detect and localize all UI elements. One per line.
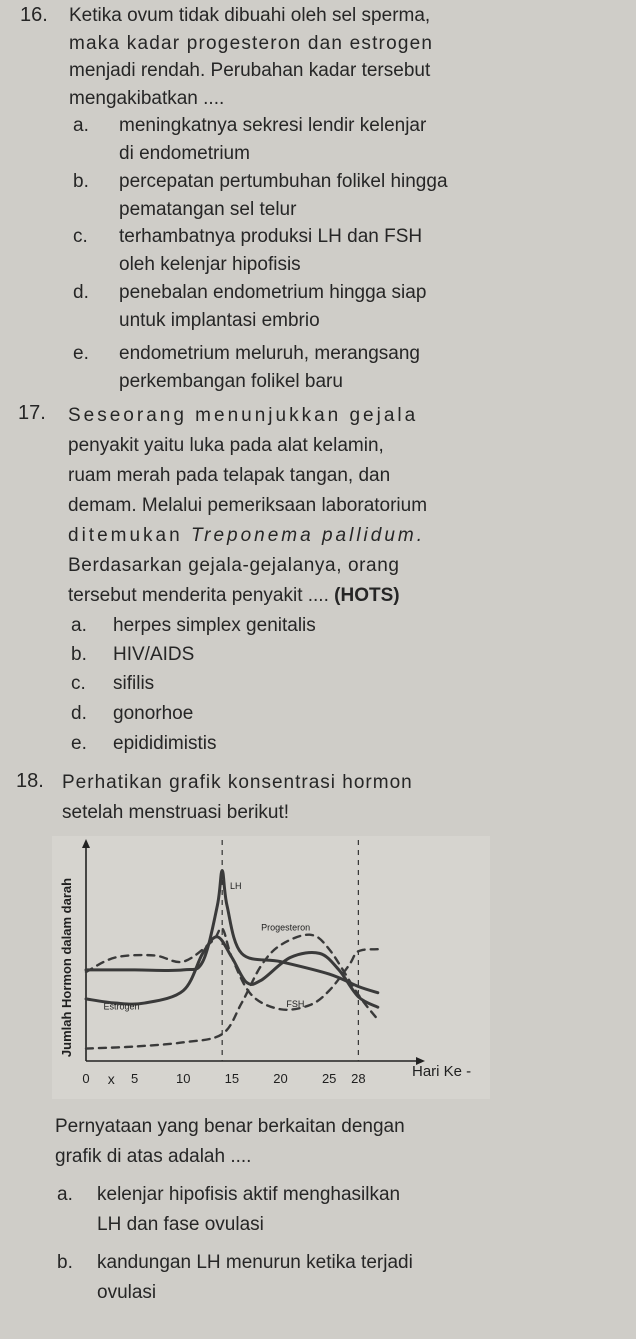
q16-stem-line: menjadi rendah. Perubahan kadar tersebut [69, 60, 431, 81]
q18-stem-line: Perhatikan grafik konsentrasi hormon [62, 772, 413, 793]
x-tick-label: 10 [176, 1071, 191, 1086]
q18-prompt-line: grafik di atas adalah .... [55, 1146, 252, 1167]
series-line-estrogen [86, 937, 378, 1010]
option-text: epididimistis [113, 733, 217, 754]
x-tick-marker: x [107, 1071, 115, 1087]
q16-number: 16. [20, 4, 48, 26]
q16-stem-line: Ketika ovum tidak dibuahi oleh sel sperma, [69, 5, 431, 26]
series-label-progesteron: Progesteron [261, 922, 311, 933]
q17-hots-tag: (HOTS) [334, 585, 400, 606]
option-text: untuk implantasi embrio [119, 309, 320, 331]
series-line-progesteron [86, 935, 378, 1049]
chart-ticks [82, 1071, 365, 1087]
q18-stem [62, 768, 542, 828]
y-axis-arrow [82, 839, 90, 848]
q16-stem-line: mengakibatkan .... [69, 87, 225, 109]
option-letter: d. [73, 282, 89, 303]
q17-stem-line: Seseorang menunjukkan gejala [68, 405, 419, 426]
option-text: di endometrium [119, 142, 250, 164]
option-text: LH dan fase ovulasi [97, 1214, 264, 1235]
series-label-lh: LH [229, 881, 242, 892]
q17-number: 17. [18, 402, 46, 424]
option-text: ovulasi [97, 1282, 157, 1303]
hormone-chart [52, 836, 490, 1099]
q17-stem-line: ruam merah pada telapak tangan, dan [68, 465, 391, 486]
series-label-estrogen: Estrogen [103, 1001, 140, 1012]
option-text: kelenjar hipofisis aktif menghasilkan [97, 1184, 401, 1205]
q17-stem-line [68, 521, 534, 551]
q18-prompt [55, 1112, 555, 1172]
x-axis-label: Hari Ke - [412, 1063, 472, 1080]
x-tick-label: 5 [131, 1071, 139, 1086]
option-text: penebalan endometrium hingga siap [119, 282, 427, 303]
option-text: endometrium meluruh, merangsang [119, 343, 420, 364]
x-tick-label: 15 [224, 1071, 240, 1086]
q17-stem [68, 401, 534, 611]
q17-stem-line: demam. Melalui pemeriksaan laboratorium [68, 495, 428, 516]
option-text: gonorhoe [113, 703, 194, 724]
chart-vlines [222, 840, 358, 1061]
chart-axes [82, 839, 425, 1065]
q17-stem-text: tersebut menderita penyakit .... [68, 585, 335, 606]
option-letter: b. [57, 1252, 73, 1273]
option-text: sifilis [113, 673, 155, 694]
option-letter: e. [71, 733, 87, 754]
chart-series-group [86, 871, 378, 1049]
q16-stem [69, 2, 527, 112]
option-text: percepatan pertumbuhan folikel hingga [119, 171, 448, 192]
option-text: herpes simplex genitalis [113, 615, 316, 636]
option-text: oleh kelenjar hipofisis [119, 253, 301, 275]
option-letter: d. [71, 703, 87, 724]
option-text: meningkatnya sekresi lendir kelenjar [119, 115, 427, 136]
q17-stem-line: Berdasarkan gejala-gejalanya, orang [68, 555, 400, 576]
option-letter: c. [73, 226, 88, 247]
q17-species-name: Treponema pallidum. [190, 525, 426, 546]
x-tick-label: 20 [273, 1071, 288, 1086]
option-text: perkembangan folikel baru [119, 370, 343, 392]
option-text: HIV/AIDS [113, 644, 195, 665]
option-letter: b. [71, 644, 87, 665]
option-letter: c. [71, 673, 86, 694]
q17-stem-line: penyakit yaitu luka pada alat kelamin, [68, 435, 384, 456]
x-tick-label: 0 [82, 1071, 90, 1086]
y-axis-label: Jumlah Hormon dalam darah [59, 877, 74, 1058]
q18-stem-line: setelah menstruasi berikut! [62, 802, 290, 823]
option-letter: b. [73, 171, 89, 192]
x-tick-label: 25 [321, 1071, 337, 1086]
hormone-chart-svg [52, 836, 490, 1099]
option-letter: a. [57, 1184, 73, 1205]
q18-number: 18. [16, 770, 44, 792]
q17-stem-line [68, 581, 534, 611]
x-tick-label: 28 [351, 1071, 366, 1086]
q17-stem-text: ditemukan [68, 525, 183, 546]
option-text: kandungan LH menurun ketika terjadi [97, 1252, 413, 1273]
q16-stem-line: maka kadar progesteron dan estrogen [69, 32, 434, 54]
option-text: pematangan sel telur [119, 198, 297, 220]
option-letter: e. [73, 343, 89, 364]
option-letter: a. [73, 115, 89, 136]
q18-prompt-line: Pernyataan yang benar berkaitan dengan [55, 1116, 405, 1137]
series-label-fsh: FSH [286, 999, 305, 1010]
option-text: terhambatnya produksi LH dan FSH [119, 226, 423, 247]
option-letter: a. [71, 615, 87, 636]
